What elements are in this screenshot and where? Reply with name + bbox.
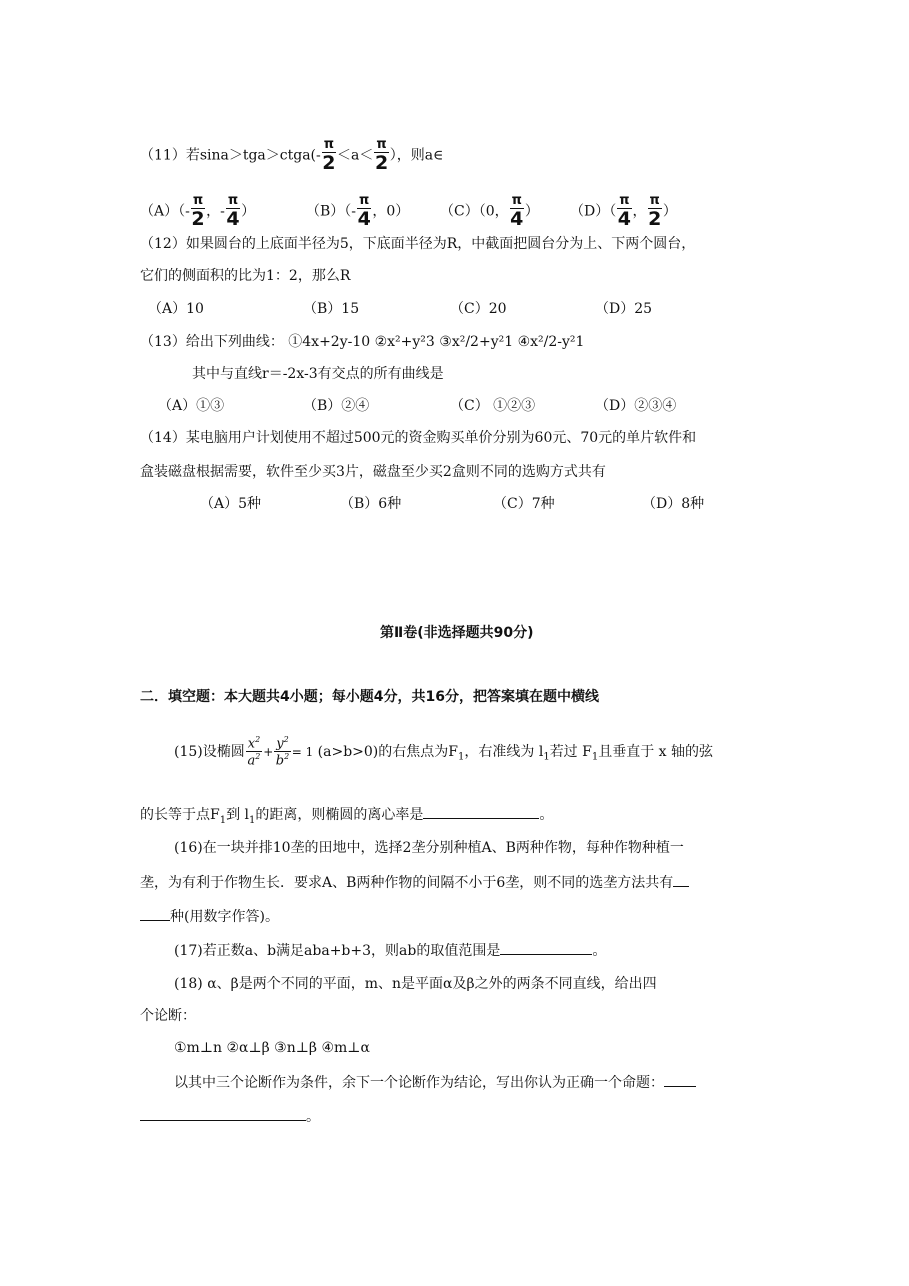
q13-option-b: （B）②④ [303,398,370,414]
x-squared-over-a-squared: $\frac{x^2}{a^2}$ [247,735,261,769]
q11-stem: （11）若sina＞tga＞ctga(- $\frac{\pi}{2}$ ＜a＜ $\frac{\pi}{2}$ ），则a∈ [140,137,444,174]
q18-line-1: (18) α、β是两个不同的平面，m、n是平面α及β之外的两条不同直线，给出四 [174,976,657,992]
q11-option-c: （C）（0， $\frac{\pi}{4}$ ） [440,193,539,230]
q11-option-a: （A）（- $\frac{\pi}{2}$ ，- $\frac{\pi}{4}$ ） [140,193,256,230]
q12-line-2: 它们的侧面积的比为1：2，那么R [140,268,351,284]
q13-line-1: （13）给出下列曲线： ①4x+2y-10 ②x²+y²3 ③x²/2+y²1 ④x²/2-y²1 [140,334,585,350]
q13-option-a: （A）①③ [158,398,225,414]
q14-line-2: 盒装磁盘根据需要，软件至少买3片，磁盘至少买2盒则不同的选购方式共有 [140,464,606,480]
pi-over-4-fraction: $\frac{\pi}{4}$ [226,193,240,230]
q16-answer-blank-part-1[interactable] [673,872,689,887]
q13-option-c: （C） ①②③ [450,398,536,414]
q18-line-5: 。 [140,1106,320,1127]
q17-line: (17)若正数a、b满足aba+b+3，则ab的取值范围是 。 [174,940,606,961]
q12-option-a: （A）10 [148,301,204,317]
q11-option-d: （D）（ $\frac{\pi}{4}$ ， $\frac{\pi}{2}$ ） [570,193,677,230]
q16-answer-blank-part-2[interactable] [140,906,170,921]
q14-option-b: （B）6种 [340,496,402,512]
q14-option-d: （D）8种 [642,496,705,512]
q13-option-d: （D）②③④ [595,398,677,414]
section-heading: 第Ⅱ卷(非选择题共90分) [380,625,534,641]
pi-over-4-fraction: $\frac{\pi}{4}$ [357,193,371,230]
pi-over-2-fraction: $\frac{\pi}{2}$ [648,193,662,230]
q11-option-b: （B）（- $\frac{\pi}{4}$ ，0） [306,193,410,230]
q18-answer-blank-part-2[interactable] [140,1106,306,1121]
q12-option-d: （D）25 [595,301,653,317]
q12-option-b: （B）15 [303,301,360,317]
q18-line-2: 个论断： [140,1008,196,1024]
q16-line-1: (16)在一块并排10垄的田地中，选择2垄分别种植A、B两种作物，每种作物种植一 [174,840,684,856]
q15-line-1: (15)设椭圆 $\frac{x^2}{a^2}$ + $\frac{y^2}{b^2}$ = 1 (a>b>0)的右焦点为$F_1$，右准线为 $l_1$若过 $F_1$且垂直于 x 轴的弦 [174,735,714,769]
q14-option-a: （A）5种 [200,496,262,512]
q15-answer-blank[interactable] [423,804,539,819]
q18-line-4: 以其中三个论断作为条件，余下一个论断作为结论，写出你认为正确一个命题： [174,1072,696,1093]
q12-line-1: （12）如果圆台的上底面半径为5，下底面半径为R，中截面把圆台分为上、下两个圆台， [140,236,696,252]
q13-line-2: 其中与直线r＝-2x-3有交点的所有曲线是 [192,366,444,382]
q15-line-2: 的长等于点$F_1$到 $l_1$的距离，则椭圆的离心率是 。 [140,804,553,831]
y-squared-over-b-squared: $\frac{y^2}{b^2}$ [275,735,290,769]
pi-over-4-fraction: $\frac{\pi}{4}$ [510,193,524,230]
q12-option-c: （C）20 [450,301,507,317]
q18-line-3: ①m⊥n ②α⊥β ③n⊥β ④m⊥α [174,1040,370,1056]
q17-answer-blank[interactable] [500,940,592,955]
pi-over-4-fraction: $\frac{\pi}{4}$ [617,193,631,230]
q18-answer-blank-part-1[interactable] [664,1072,696,1087]
q14-option-c: （C）7种 [493,496,555,512]
q16-line-3: 种(用数字作答)。 [140,906,279,927]
pi-over-2-fraction: $\frac{\pi}{2}$ [374,137,389,174]
pi-over-2-fraction: $\frac{\pi}{2}$ [191,193,205,230]
section-subheading: 二．填空题：本大题共4小题；每小题4分，共16分，把答案填在题中横线 [140,689,599,705]
q14-line-1: （14）某电脑用户计划使用不超过500元的资金购买单价分别为60元、70元的单片软件和 [140,430,697,446]
q16-line-2: 垄，为有利于作物生长．要求A、B两种作物的间隔不小于6垄，则不同的选垄方法共有 [140,872,689,893]
pi-over-2-fraction: $\frac{\pi}{2}$ [322,137,336,174]
